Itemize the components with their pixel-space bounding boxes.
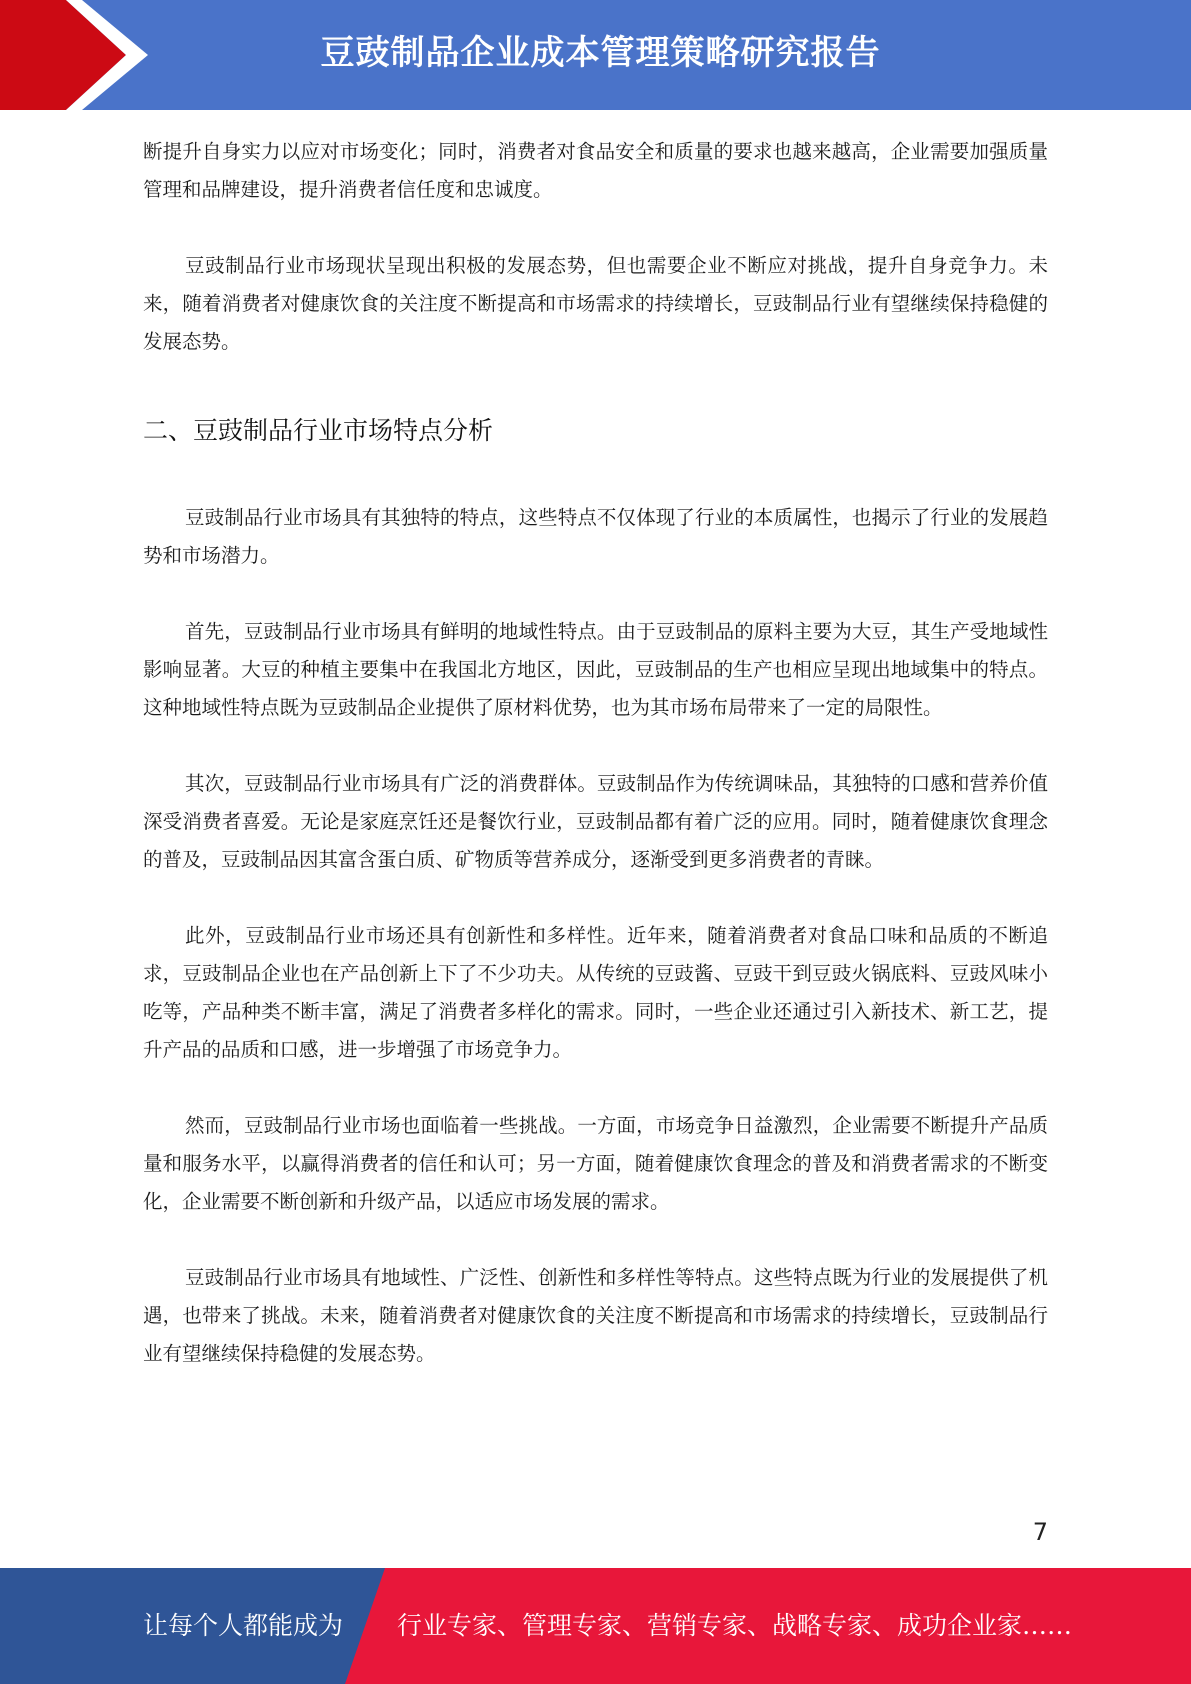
page-number: 7 bbox=[1032, 1518, 1048, 1546]
document-title: 豆豉制品企业成本管理策略研究报告 bbox=[320, 33, 881, 73]
paragraph: 首先，豆豉制品行业市场具有鲜明的地域性特点。由于豆豉制品的原料主要为大豆，其生产受地域性影响显著。大豆的种植主要集中在我国北方地区，因此，豆豉制品的生产也相应呈现出地域集中的特点。这种地域性特点既为豆豉制品企业提供了原材料优势，也为其市场布局带来了一定的局限性。 bbox=[143, 620, 1048, 719]
paragraph: 豆豉制品行业市场具有其独特的特点，这些特点不仅体现了行业的本质属性，也揭示了行业的发展趋势和市场潜力。 bbox=[143, 506, 1048, 567]
section-heading: 二、豆豉制品行业市场特点分析 bbox=[143, 416, 494, 445]
footer-slogan-left: 让每个人都能成为 bbox=[143, 1611, 344, 1640]
header-arrow-icon bbox=[0, 0, 160, 110]
paragraph: 其次，豆豉制品行业市场具有广泛的消费群体。豆豉制品作为传统调味品，其独特的口感和营养价值深受消费者喜爱。无论是家庭烹饪还是餐饮行业，豆豉制品都有着广泛的应用。同时，随着健康饮食理念的普及，豆豉制品因其富含蛋白质、矿物质等营养成分，逐渐受到更多消费者的青睐。 bbox=[143, 772, 1048, 871]
document-body bbox=[143, 133, 1048, 1373]
paragraph-continued: 断提升自身实力以应对市场变化；同时，消费者对食品安全和质量的要求也越来越高，企业需要加强质量管理和品牌建设，提升消费者信任度和忠诚度。 bbox=[143, 140, 1048, 201]
paragraph: 然而，豆豉制品行业市场也面临着一些挑战。一方面，市场竞争日益激烈，企业需要不断提升产品质量和服务水平，以赢得消费者的信任和认可；另一方面，随着健康饮食理念的普及和消费者需求的不断变化，企业需要不断创新和升级产品，以适应市场发展的需求。 bbox=[143, 1114, 1048, 1213]
page-header bbox=[0, 0, 1191, 110]
paragraph: 此外，豆豉制品行业市场还具有创新性和多样性。近年来，随着消费者对食品口味和品质的不断追求，豆豉制品企业也在产品创新上下了不少功夫。从传统的豆豉酱、豆豉干到豆豉火锅底料、豆豉风味小吃等，产品种类不断丰富，满足了消费者多样化的需求。同时，一些企业还通过引入新技术、新工艺，提升产品的品质和口感，进一步增强了市场竞争力。 bbox=[143, 924, 1048, 1061]
footer-slogan-right: 行业专家、管理专家、营销专家、战略专家、成功企业家…… bbox=[397, 1611, 1073, 1640]
paragraph-market-summary: 豆豉制品行业市场现状呈现出积极的发展态势，但也需要企业不断应对挑战，提升自身竞争力。未来，随着消费者对健康饮食的关注度不断提高和市场需求的持续增长，豆豉制品行业有望继续保持稳健的发展态势。 bbox=[143, 254, 1048, 353]
page-footer bbox=[0, 1568, 1191, 1684]
paragraph: 豆豉制品行业市场具有地域性、广泛性、创新性和多样性等特点。这些特点既为行业的发展提供了机遇，也带来了挑战。未来，随着消费者对健康饮食的关注度不断提高和市场需求的持续增长，豆豉制品行业有望继续保持稳健的发展态势。 bbox=[143, 1266, 1048, 1365]
